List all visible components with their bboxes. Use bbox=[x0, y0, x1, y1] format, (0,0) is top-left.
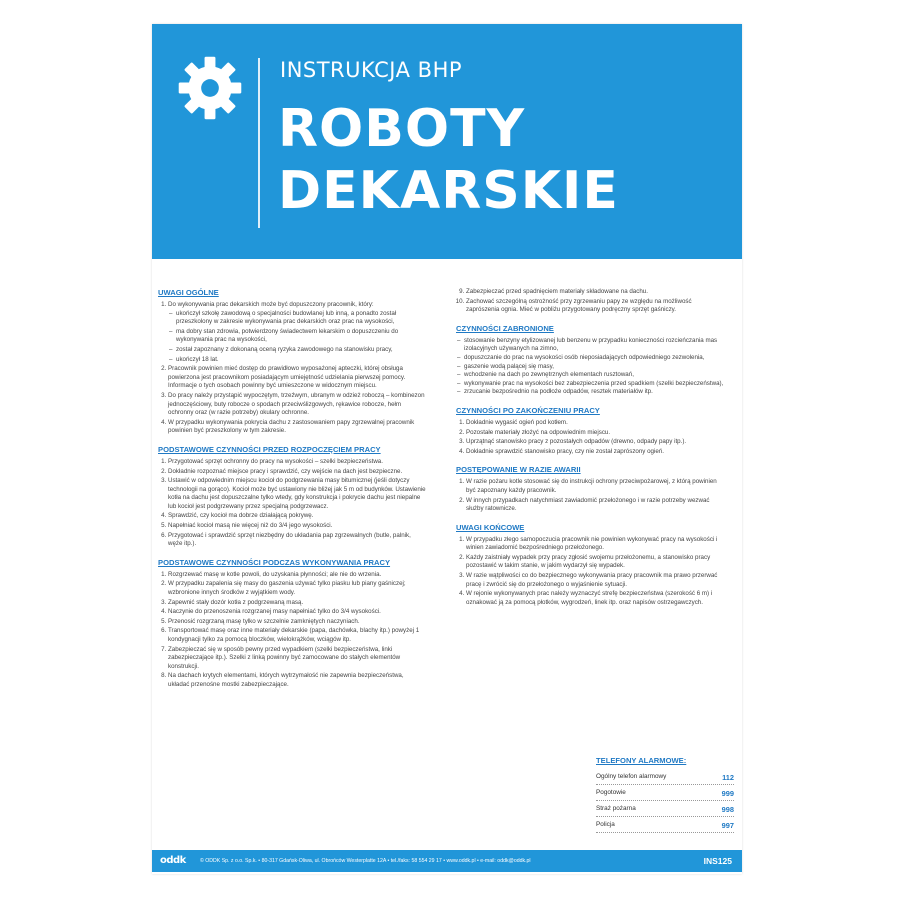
list-item: 2. Dokładnie rozpoznać miejsce pracy i sprawdzić, czy wejście na dach jest bezpieczne. bbox=[168, 468, 426, 477]
list-item: 3. Uprzątnąć stanowisko pracy z pozostałych odpadów (drewno, odpady papy itp.). bbox=[466, 438, 724, 447]
header-kicker: INSTRUKCJA BHP bbox=[280, 58, 463, 82]
section-title: UWAGI OGÓLNE bbox=[158, 288, 219, 297]
phone-label: Policja bbox=[596, 821, 615, 828]
section-emergency-procedure bbox=[456, 465, 724, 513]
phone-label: Pogotowie bbox=[596, 789, 626, 796]
list-item: 1. W razie pożaru kotle stosować się do instrukcji ochrony przeciwpożarowej, z którą powinien być zapoznany każdy pracownik. bbox=[466, 478, 724, 495]
sub-item: – ukończył 18 lat. bbox=[176, 356, 426, 365]
list-item: 7. Zabezpieczać się w sposób pewny przed wypadkiem (szelki bezpieczeństwa, linki zabezpieczające itp.). Szelki z linką powinny być zamocowane do stałych elementów konstrukcji. bbox=[168, 646, 426, 672]
sub-item: – został zapoznany z dokonaną oceną ryzyka zawodowego na stanowisku pracy, bbox=[176, 346, 426, 355]
section-final-notes bbox=[456, 523, 724, 608]
section-forbidden-actions bbox=[456, 324, 724, 397]
phones-title: TELEFONY ALARMOWE: bbox=[596, 756, 687, 765]
sub-item: – ukończył szkołę zawodową o specjalności budowlanej lub inną, a ponadto został przeszkolony w zakresie wykonywania prac dekarskich oraz prac na wysokości, bbox=[176, 310, 426, 327]
list-item: 8. Na dachach krytych elementami, których wytrzymałość nie zapewnia bezpieczeństwa, układać przenośne mostki zabezpieczające. bbox=[168, 672, 426, 689]
list-item: 1. W przypadku złego samopoczucia pracownik nie powinien wykonywać pracy na wysokości i winien zawiadomić bezpośredniego przełożonego. bbox=[466, 536, 724, 553]
title-line-2: DEKARSKIE bbox=[278, 161, 619, 221]
list-item: 2. W innych przypadkach natychmiast zawiadomić przełożonego i w razie potrzeby wezwać służby ratownicze. bbox=[466, 497, 724, 514]
section-after-work bbox=[456, 406, 724, 456]
instruction-sheet bbox=[152, 24, 742, 874]
list-item: 2. Pracownik powinien mieć dostęp do prawidłowo wyposażonej apteczki, której obsługa powierzona jest pracownikom posiadającym umiejętność udzielania pierwszej pomocy. Informacje o tych osobach powinny być umieszczone w widocznym miejscu. bbox=[168, 365, 426, 391]
section-title: PODSTAWOWE CZYNNOŚCI PODCZAS WYKONYWANIA PRACY bbox=[158, 557, 391, 567]
list-item: 3. Zapewnić stały dozór kotła z podgrzewaną masą. bbox=[168, 599, 426, 608]
section-title: CZYNNOŚCI ZABRONIONE bbox=[456, 323, 554, 333]
section-title: POSTĘPOWANIE W RAZIE AWARII bbox=[456, 465, 581, 475]
page-title bbox=[278, 98, 619, 222]
section-title: PODSTAWOWE CZYNNOŚCI PRZED ROZPOCZĘCIEM PRACY bbox=[158, 444, 381, 454]
emergency-phones bbox=[596, 756, 734, 833]
oddk-logo: oddk bbox=[160, 855, 186, 866]
section-title: CZYNNOŚCI PO ZAKOŃCZENIU PRACY bbox=[456, 405, 600, 415]
list-item: – gaszenie wodą palącej się masy, bbox=[464, 363, 724, 372]
section-during-work bbox=[158, 558, 426, 690]
phone-row bbox=[596, 785, 734, 801]
phone-label: Ogólny telefon alarmowy bbox=[596, 773, 667, 780]
list-item: – wchodzenie na dach po zewnętrznych elementach rusztowań, bbox=[464, 371, 724, 380]
footer-contact: © ODDK Sp. z o.o. Sp.k. • 80-317 Gdańsk-Oliwa, ul. Obrońców Westerplatte 12A • tel./faks: 58 554 29 17 • www.oddk.pl • e-mail: oddk@oddk.pl bbox=[200, 858, 531, 864]
list-item: 1. Rozgrzewać masę w kotle powoli, do uzyskania płynności; ale nie do wrzenia. bbox=[168, 571, 426, 580]
header-divider bbox=[258, 58, 260, 228]
list-item: 9. Zabezpieczać przed spadnięciem materiały składowane na dachu. bbox=[466, 288, 724, 297]
phone-row bbox=[596, 769, 734, 785]
gear-icon bbox=[176, 54, 244, 122]
right-column bbox=[456, 288, 724, 616]
list-item: 5. Napełniać kocioł masą nie więcej niż do 3/4 jego wysokości. bbox=[168, 522, 426, 531]
phone-number: 999 bbox=[721, 789, 734, 798]
section-general-notes bbox=[158, 288, 426, 436]
list-item: 2. Każdy zaistniały wypadek przy pracy zgłosić swojemu przełożonemu, a stanowisko pracy pozostawić w takim stanie, w jakim wydarzył się wypadek. bbox=[466, 554, 724, 571]
footer-bar bbox=[152, 850, 742, 872]
document-code: INS125 bbox=[703, 856, 732, 866]
section-before-work bbox=[158, 445, 426, 549]
list-item: 1. Dokładnie wygasić ogień pod kotłem. bbox=[466, 419, 724, 428]
list-item: 3. Do pracy należy przystąpić wypoczętym, trzeźwym, ubranym w odzież roboczą – kombinezon jednoczęściowy, buty robocze o spodach przeciwślizgowych, rękawice robocze, hełm ochronny oraz (w razie potrzeby) okulary ochronne. bbox=[168, 392, 426, 418]
list-item: 4. W rejonie wykonywanych prac należy wyznaczyć strefę bezpieczeństwa (szerokość 6 m) i oznakować ją za pomocą płotków, wygrodzeń, linek itp. oraz napisów ostrzegawczych. bbox=[466, 590, 724, 607]
section-during-work-continued bbox=[456, 288, 724, 315]
list-item: 2. W przypadku zapalenia się masy do gaszenia używać tylko piasku lub piany gaśniczej; wzbronione innych środków z wyjątkiem wody. bbox=[168, 580, 426, 597]
list-item: 1. Do wykonywania prac dekarskich może być dopuszczony pracownik, który: – ukończył szkołę zawodową o specjalności budowlanej lub inną, a ponadto został przeszkolony w zakresie wykonywania prac dekarskich oraz prac na wysokości, – ma dobry stan zdrowia, potwierdzony świadectwem lekarskim o dopuszczeniu do wykonywania prac na wysokości, – został zapoznany z dokonaną oceną ryzyka zawodowego na stanowisku pracy, – ukończył 18 lat. bbox=[168, 301, 426, 364]
list-item: 2. Pozostałe materiały złożyć na odpowiednim miejscu. bbox=[466, 429, 724, 438]
list-item: 5. Przenosić rozgrzaną masę tylko w szczelnie zamkniętych naczyniach. bbox=[168, 618, 426, 627]
list-item: 3. W razie wątpliwości co do bezpiecznego wykonywania pracy pracownik ma prawo przerwać pracę i zwrócić się do przełożonego o wyjaśnienie sytuacji. bbox=[466, 572, 724, 589]
phone-number: 998 bbox=[721, 805, 734, 814]
list-item: 4. Naczynie do przenoszenia rozgrzanej masy napełniać tylko do 3/4 wysokości. bbox=[168, 608, 426, 617]
list-item: 10. Zachować szczególną ostrożność przy zgrzewaniu papy ze względu na możliwość zaprószenia ognia. Mieć w pobliżu przygotowany podręczny sprzęt gaśniczy. bbox=[466, 298, 724, 315]
list-item: 4. Sprawdzić, czy kocioł ma dobrze działającą pokrywę. bbox=[168, 512, 426, 521]
list-item: 6. Transportować masę oraz inne materiały dekarskie (papa, dachówka, blachy itp.) powyżej 1 kondygnacji tylko za pomocą bloczków, wielokrążków, wciągów itp. bbox=[168, 627, 426, 644]
phone-row bbox=[596, 801, 734, 817]
list-item: – dopuszczanie do prac na wysokości osób nieposiadających odpowiedniego zezwolenia, bbox=[464, 354, 724, 363]
phone-row bbox=[596, 817, 734, 833]
list-item: – zrzucanie bezpośrednio na podłoże odpadów, resztek materiałów itp. bbox=[464, 388, 724, 397]
list-item: 4. Dokładnie sprawdzić stanowisko pracy, czy nie został zaprószony ogień. bbox=[466, 448, 724, 457]
phone-number: 112 bbox=[722, 773, 734, 782]
list-item: 3. Ustawić w odpowiednim miejscu kocioł do podgrzewania masy bitumicznej (jeśli dotyczy technologii na gorąco). Kocioł może być ustawiony nie bliżej jak 5 m od budynków. Ustawienie kotła na dachu jest dopuszczalne tylko wtedy, gdy konstrukcja i pokrycie dachu jest niepalne lub kocioł jest podgrzewany przez specjalną podgrzewacz. bbox=[168, 477, 426, 511]
left-column bbox=[158, 288, 426, 699]
phone-label: Straż pożarna bbox=[596, 805, 636, 812]
sub-item: – ma dobry stan zdrowia, potwierdzony świadectwem lekarskim o dopuszczeniu do wykonywania prac na wysokości, bbox=[176, 328, 426, 345]
phone-number: 997 bbox=[721, 821, 734, 830]
list-item: 6. Przygotować i sprawdzić sprzęt niezbędny do układania pap zgrzewalnych (butle, palnik, węże itp.). bbox=[168, 532, 426, 549]
list-item: – stosowanie benzyny etylizowanej lub benzenu w przypadku konieczności rozcieńczania mas izolacyjnych używanych na zimno, bbox=[464, 337, 724, 354]
list-item: 1. Przygotować sprzęt ochronny do pracy na wysokości – szelki bezpieczeństwa. bbox=[168, 458, 426, 467]
list-item: 4. W przypadku wykonywania pokrycia dachu z zastosowaniem papy zgrzewalnej pracownik powinien być przeszkolony w tym zakresie. bbox=[168, 419, 426, 436]
header-banner bbox=[152, 24, 742, 259]
section-title: UWAGI KOŃCOWE bbox=[456, 522, 525, 532]
list-item: – wykonywanie prac na wysokości bez zabezpieczenia przed spadkiem (szelki bezpieczeństwa), bbox=[464, 380, 724, 389]
title-line-1: ROBOTY bbox=[278, 99, 526, 159]
